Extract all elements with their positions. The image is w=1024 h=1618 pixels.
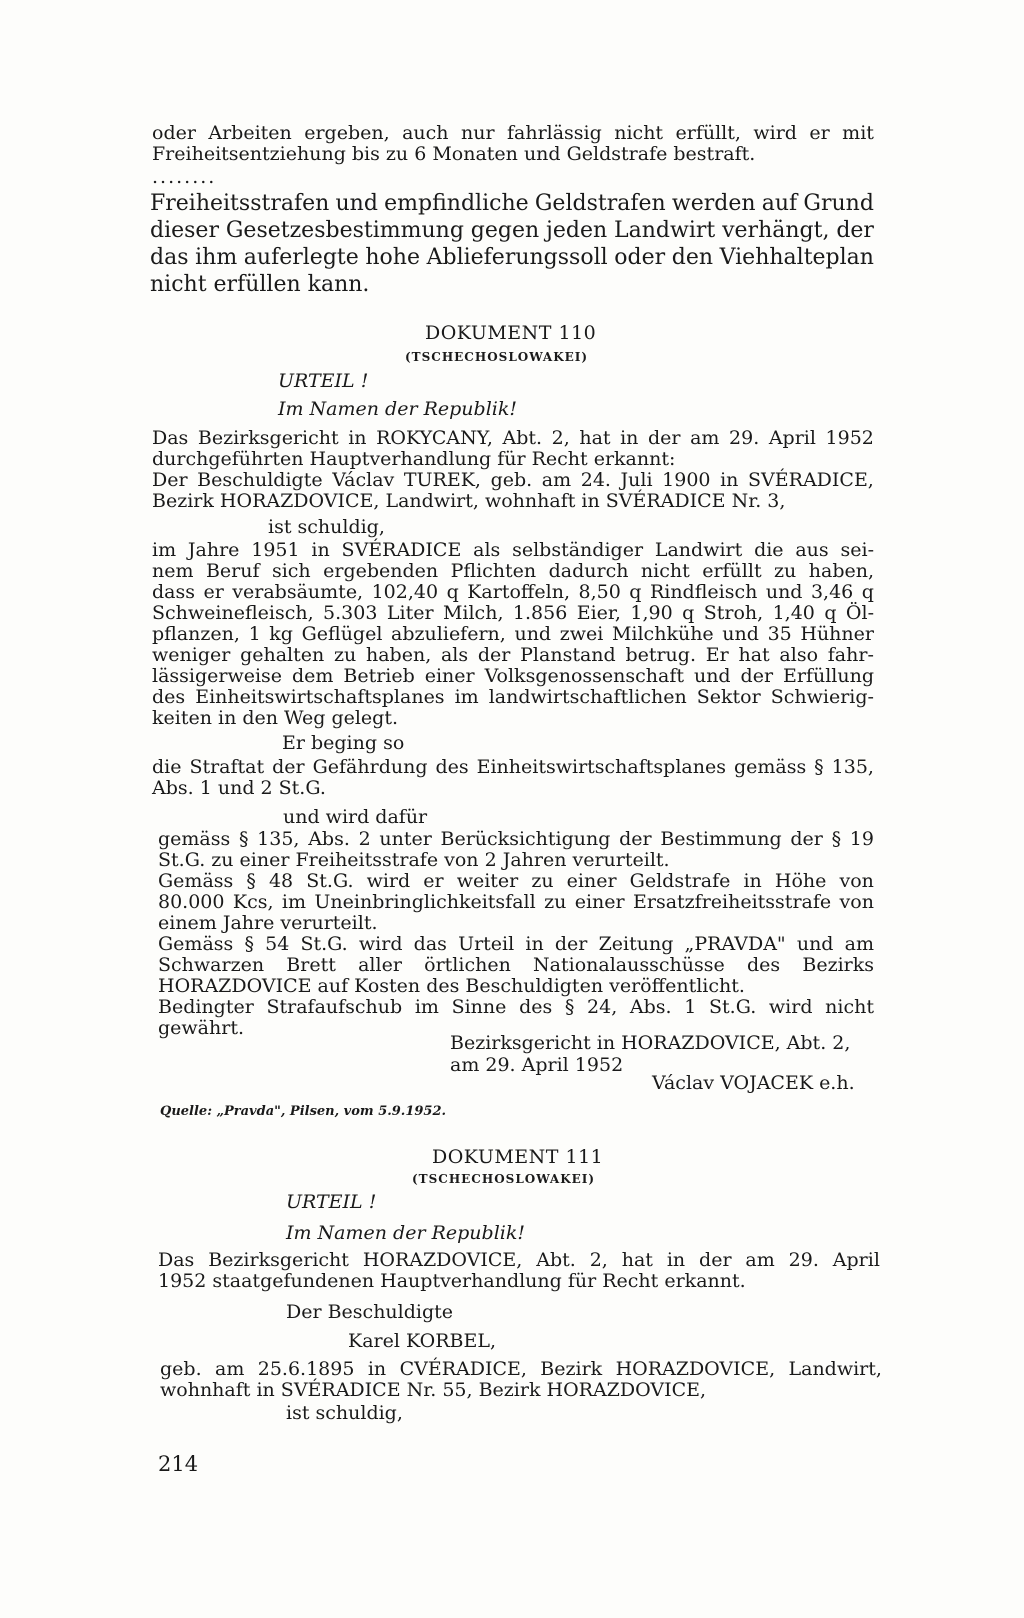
guilty-line: ist schuldig, [268,516,385,538]
word: § [244,933,254,955]
word: hat [621,1249,653,1271]
word: 54 [265,933,290,955]
word: werden [671,191,756,216]
word: Václav [332,469,395,491]
word: der [790,828,823,850]
word: Bezirksgericht [197,427,339,449]
judgment-paragraph [158,1250,880,1292]
word: in [720,469,739,491]
word: Schweinefleisch, [152,602,314,624]
word: in [743,870,762,892]
word: Sinne [451,996,507,1018]
document-heading: DOKUMENT 111 [432,1146,604,1168]
word: Sektor [696,686,761,708]
word: des [746,954,781,976]
text-line [158,934,874,955]
word: oder [152,122,196,144]
word: der [740,665,774,687]
word: im [414,996,439,1018]
word: und [765,581,803,603]
word: ergebenden [323,560,439,582]
word: 1 [684,996,697,1018]
word: gemäss [158,828,231,850]
text-line: einem Jahre verurteilt. [158,912,378,934]
word: 48 [268,870,294,892]
word: Nationalausschüsse [533,954,725,976]
text-line: Bezirk HORAZDOVICE, Landwirt, wohnhaft in SVÉRADICE Nr. 3, [152,490,786,512]
word: Höhe [774,870,827,892]
committed-line: Er beging so [282,732,405,754]
word: als [440,644,469,666]
word: 29. [729,427,760,449]
word: oder [614,245,666,270]
word: verhängt, [722,218,830,243]
text-line [158,892,874,913]
word: der [554,933,588,955]
word: CVÉRADICE, [399,1358,527,1380]
document-heading: DOKUMENT 110 [425,322,597,344]
word: q [682,602,695,624]
word: § [246,870,256,892]
text-line [152,470,874,491]
word: Er [705,644,729,666]
word: Jahre [187,539,240,561]
word: sei- [840,539,874,561]
text-line [152,603,874,624]
word: und [796,933,834,955]
word: in [666,1249,686,1271]
word: HORAZDOVICE, [615,1358,776,1380]
text-line [152,582,874,603]
word: Abs. [629,996,672,1018]
republic-line: Im Namen der Republik! [278,398,517,420]
word: dadurch [548,560,629,582]
word: er [809,122,830,144]
word: das [150,245,189,270]
word: Geldstrafe [629,870,731,892]
sentence-paragraph [158,829,874,1039]
word: Das [158,1249,195,1271]
word: Brett [286,954,336,976]
word: Gesetzesbestimmung [225,218,464,243]
word: er [423,870,444,892]
word: am [844,933,874,955]
text-line [152,561,874,582]
word: und [335,191,378,216]
word: Urteil [458,933,515,955]
word: einer [574,891,625,913]
text-line [150,190,874,217]
word: Hühner [800,623,874,645]
word: das [413,933,447,955]
word: Grund [803,191,874,216]
word: unter [379,828,432,850]
word: q [861,581,874,603]
word: zu [531,870,554,892]
word: fahrlässig [506,122,602,144]
word: Bedingter [158,996,254,1018]
text-line [158,871,874,892]
commentary-paragraph [150,190,874,298]
word: auch [402,122,449,144]
word: 8,50 [578,581,621,603]
word: der [477,644,511,666]
word: Schwierig- [770,686,874,708]
text-line: keiten in den Weg gelegt. [152,707,399,729]
word: Abt. [502,427,543,449]
text-line [158,1250,880,1271]
word: im [281,891,306,913]
word: St.G. [306,870,354,892]
word: 19 [849,828,874,850]
word: selbständiger [512,539,644,561]
word: Juli [620,469,653,491]
word: gemäss [733,756,807,778]
word: 102,40 [371,581,439,603]
document-country: (TSCHECHOSLOWAKEI) [412,1172,596,1186]
word: Geflügel [301,623,383,645]
word: 80.000 [158,891,225,913]
accused-details [160,1359,882,1401]
word: Berücksichtigung [440,828,611,850]
word: sich [271,560,311,582]
word: am [215,1358,245,1380]
text-line [152,123,874,144]
word: St.G. [300,933,348,955]
word: Betrieb [343,665,415,687]
word: nem [152,560,194,582]
word: auf [761,191,798,216]
word: Milch, [442,602,504,624]
word: der [272,756,305,778]
ellipsis: ........ [152,166,217,188]
word: haben, [808,560,874,582]
word: in [367,1358,387,1380]
word: Arbeiten [208,122,292,144]
word: erfüllt, [675,122,741,144]
word: 29. [788,1249,819,1271]
word: die [754,539,784,561]
text-line: nicht erfüllen kann. [150,272,370,297]
word: Kcs, [232,891,274,913]
word: dieser [150,218,219,243]
word: erfüllt [702,560,762,582]
word: im [152,539,177,561]
text-line [150,217,874,244]
word: betrug. [625,644,697,666]
verdict-title: URTEIL ! [278,370,369,392]
word: Planstand [520,644,616,666]
text-line [152,428,874,449]
word: nur [460,122,495,144]
word: Der [152,469,188,491]
word: April [832,1249,880,1271]
text-line [160,1359,882,1380]
word: zu [333,644,357,666]
word: am [745,1249,775,1271]
word: 135, [257,828,300,850]
word: SVÉRADICE [341,539,462,561]
word: also [779,644,819,666]
word: fahr- [827,644,874,666]
word: April [768,427,816,449]
court-signature: Bezirksgericht in HORAZDOVICE, Abt. 2, [450,1032,851,1054]
word: 24, [587,996,618,1018]
text-line [158,829,874,850]
word: gehalten [240,644,325,666]
word: gegen [470,218,540,243]
word: 2, [551,427,570,449]
word: Straftat [189,756,265,778]
word: und [722,623,759,645]
word: als [473,539,501,561]
word: Landwirt [654,539,743,561]
word: Zeitung [598,933,674,955]
word: nicht [825,996,874,1018]
word: der [619,828,652,850]
text-line: durchgeführten Hauptverhandlung für Recht erkannt: [152,448,676,470]
judge-signature: Václav VOJACEK e.h. [652,1072,855,1094]
word: § [831,828,842,850]
charges-paragraph [152,540,874,729]
word: q [824,602,837,624]
word: des [519,996,553,1018]
word: er [203,581,224,603]
word: der [836,218,874,243]
word: 1900 [662,469,711,491]
word: zwei [559,623,604,645]
word: wird [768,996,813,1018]
word: Bestimmung [660,828,782,850]
page-number: 214 [158,1452,199,1476]
word: Bezirksgericht [208,1249,349,1271]
word: der [648,427,681,449]
word: Einheitswirtschaftsplanes [476,756,726,778]
word: jeden [546,218,608,243]
word: 1.856 [512,602,568,624]
word: Einheitswirtschaftsplanes [195,686,445,708]
word: den [671,245,714,270]
word: 25.6.1895 [257,1358,355,1380]
word: 3,46 [810,581,854,603]
word: 1 [248,623,261,645]
court-date: am 29. April 1952 [450,1054,624,1076]
word: 1952 [825,427,874,449]
word: wird [753,122,797,144]
text-line [158,955,874,976]
word: weniger [152,644,231,666]
word: q [446,581,459,603]
word: am [690,427,720,449]
word: Beschuldigte [197,469,323,491]
word: Liter [386,602,434,624]
text-line: HORAZDOVICE auf Kosten des Beschuldigten veröffentlicht. [158,975,745,997]
accused-label: Der Beschuldigte [286,1301,454,1323]
word: Stroh, [703,602,764,624]
word: der [699,1249,732,1271]
word: zu [774,560,797,582]
word: 135, [831,756,874,778]
word: auferlegte [243,245,359,270]
offence-paragraph [152,757,874,799]
text-line: 1952 staatgefundenen Hauptverhandlung für Recht erkannt. [158,1270,746,1292]
word: ROKYCANY, [376,427,493,449]
text-line [152,666,874,687]
word: aller [358,954,402,976]
word: in [311,539,330,561]
guilty-line: ist schuldig, [286,1402,403,1424]
word: einer [566,870,617,892]
word: dem [292,665,334,687]
word: Ablieferungssoll [426,245,608,270]
word: Kartoffeln, [467,581,570,603]
word: haben, [365,644,432,666]
word: HORAZDOVICE, [362,1249,523,1271]
word: Beruf [205,560,260,582]
word: von [839,870,874,892]
word: abzuliefern, [391,623,506,645]
accused-name: Karel KORBEL, [348,1330,497,1352]
word: empfindliche [384,191,529,216]
word: 2 [358,828,371,850]
word: hat [579,427,611,449]
text-line: gewährt. [158,1017,244,1039]
word: geb. [160,1358,202,1380]
word: q [629,581,642,603]
word: mit [842,122,874,144]
word: dass [152,581,195,603]
word: Geldstrafen [534,191,666,216]
word: Ersatzfreiheitsstrafe [633,891,832,913]
word: § [238,828,249,850]
word: Freiheitsstrafen [150,191,330,216]
word: und [693,665,731,687]
word: einer [424,665,475,687]
word: aus [795,539,829,561]
word: 1,90 [630,602,673,624]
text-line [150,244,874,271]
word: Gefährdung [312,756,428,778]
word: weiter [456,870,519,892]
word: die [152,756,182,778]
word: im [454,686,479,708]
word: 24. [580,469,611,491]
verdict-title: URTEIL ! [286,1191,377,1213]
word: wird [366,870,411,892]
word: Erfüllung [782,665,874,687]
text-line [152,540,874,561]
word: in [525,933,544,955]
word: örtlichen [424,954,511,976]
word: in [348,427,367,449]
word: Bezirks [802,954,874,976]
word: Eier, [576,602,621,624]
word: 1951 [251,539,300,561]
word: § [814,756,824,778]
word: pflanzen, [152,623,240,645]
text-line [152,687,874,708]
word: Abt. [536,1249,576,1271]
word: ergeben, [304,122,390,144]
word: des [152,686,186,708]
republic-line: Im Namen der Republik! [286,1222,525,1244]
text-line [152,624,874,645]
therefore-line: und wird dafür [283,806,428,828]
word: Landwirt, [788,1358,882,1380]
word: SVÉRADICE, [748,469,874,491]
word: Rindfleisch [649,581,758,603]
source-citation: Quelle: „Pravda", Pilsen, vom 5.9.1952. [160,1104,447,1119]
word: Abs. [308,828,350,850]
word: verabsäumte, [232,581,364,603]
text-line [152,757,874,778]
word: Bezirk [540,1358,603,1380]
judgment-paragraph [152,428,874,512]
word: Landwirt [614,218,716,243]
word: „PRAVDA" [684,933,786,955]
word: Strafaufschub [266,996,403,1018]
word: kg [269,623,293,645]
word: in [620,427,639,449]
word: am [541,469,572,491]
text-line [152,645,874,666]
text-line: wohnhaft in SVÉRADICE Nr. 55, Bezirk HORAZDOVICE, [160,1379,707,1401]
intro-paragraph [152,123,874,165]
word: 2, [589,1249,608,1271]
word: lässigerweise [152,665,283,687]
word: Pflichten [450,560,537,582]
word: Das [152,427,189,449]
word: Uneinbringlichkeitsfall [314,891,536,913]
word: 1,40 [772,602,815,624]
word: hohe [365,245,420,270]
word: § [564,996,575,1018]
word: wird [358,933,403,955]
word: St.G. [709,996,757,1018]
word: Gemäss [158,870,234,892]
word: 5.303 [323,602,378,624]
word: TUREK, [403,469,481,491]
word: ihm [195,245,238,270]
word: Gemäss [158,933,234,955]
word: 35 [767,623,792,645]
word: Volksgenossenschaft [484,665,685,687]
word: Viehhalteplan [719,245,874,270]
word: Schwarzen [158,954,265,976]
word: und [514,623,552,645]
word: zu [544,891,567,913]
word: landwirtschaftlichen [488,686,687,708]
document-country: (TSCHECHOSLOWAKEI) [405,350,589,364]
word: des [435,756,469,778]
text-line [158,997,874,1018]
word: nicht [614,122,664,144]
word: Milchkühe [611,623,714,645]
text-line: St.G. zu einer Freiheitsstrafe von 2 Jahren verurteilt. [158,849,670,871]
text-line: Abs. 1 und 2 St.G. [152,777,326,799]
word: Öl- [845,602,874,624]
text-line: Freiheitsentziehung bis zu 6 Monaten und Geldstrafe bestraft. [152,143,756,165]
word: geb. [490,469,533,491]
word: von [839,891,874,913]
word: hat [738,644,770,666]
word: nicht [640,560,690,582]
